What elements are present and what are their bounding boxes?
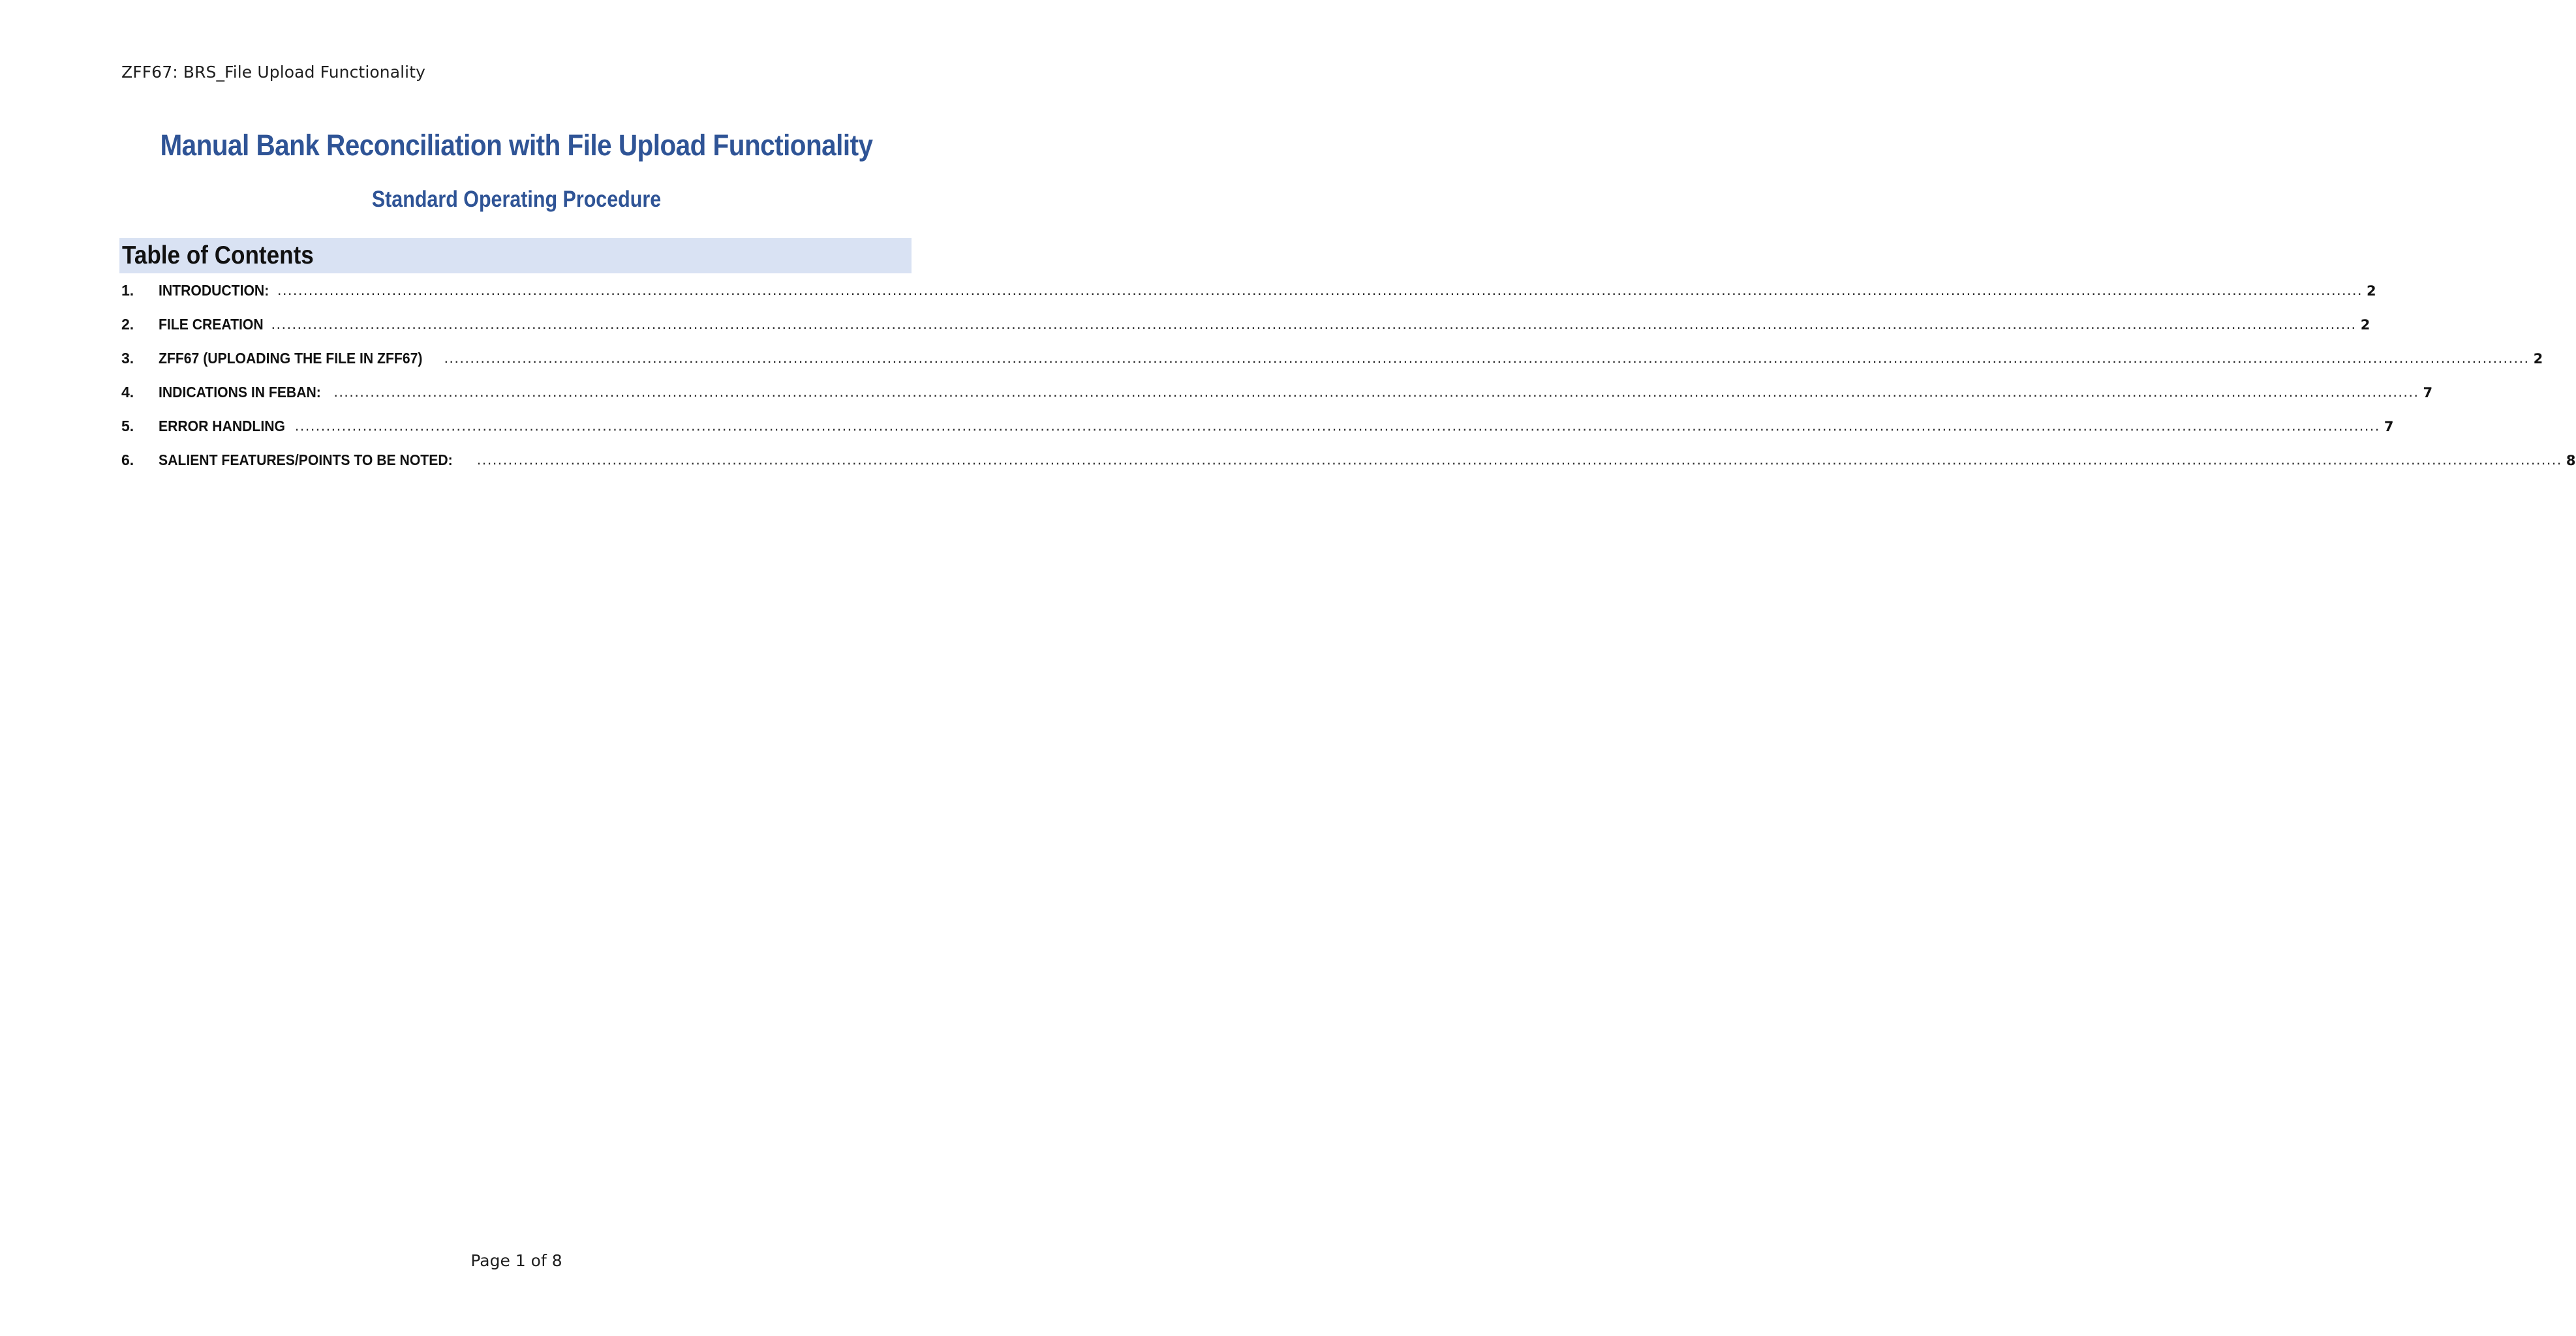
toc-entry-page: 8 xyxy=(2566,453,2576,468)
toc-dot-leader: ................................................................................................................................................................................................................................................................................................................................................................................................................ xyxy=(271,315,2357,332)
toc-heading: Table of Contents xyxy=(122,241,314,269)
toc-dot-leader: ................................................................................................................................................................................................................................................................................................................................................................................................................ xyxy=(444,349,2530,366)
toc-entry-file-creation[interactable] xyxy=(121,315,2370,350)
toc-entry-number: 5. xyxy=(121,418,134,434)
page-footer: Page 1 of 8 xyxy=(470,1251,562,1270)
toc-entry-page: 7 xyxy=(2423,385,2433,401)
toc-entry-salient-features[interactable] xyxy=(121,451,2576,485)
toc-entry-number: 3. xyxy=(121,350,134,367)
toc-entry-number: 4. xyxy=(121,384,134,401)
toc-entry-indications-feban[interactable] xyxy=(121,383,2433,418)
toc-entry-title: INTRODUCTION: xyxy=(159,282,269,299)
toc-entry-title: INDICATIONS IN FEBAN: xyxy=(159,384,321,401)
toc-entry-title: SALIENT FEATURES/POINTS TO BE NOTED: xyxy=(159,451,453,468)
toc-dot-leader: ................................................................................................................................................................................................................................................................................................................................................................................................................ xyxy=(476,451,2562,468)
toc-entry-number: 2. xyxy=(121,316,134,333)
page-header: ZFF67: BRS_File Upload Functionality xyxy=(121,63,426,82)
toc-entry-page: 2 xyxy=(2533,351,2543,367)
toc-dot-leader: ................................................................................................................................................................................................................................................................................................................................................................................................................ xyxy=(277,281,2363,298)
toc-entry-page: 2 xyxy=(2360,317,2370,333)
toc-dot-leader: ................................................................................................................................................................................................................................................................................................................................................................................................................ xyxy=(294,417,2380,434)
toc-entry-page: 2 xyxy=(2367,283,2376,299)
document-title: Manual Bank Reconciliation with File Upload Functionality xyxy=(160,129,873,162)
toc-entry-title: ERROR HANDLING xyxy=(159,418,285,434)
toc-entry-page: 7 xyxy=(2384,419,2394,434)
document-subtitle: Standard Operating Procedure xyxy=(371,187,662,212)
toc-entry-introduction[interactable] xyxy=(121,281,2376,316)
toc-dot-leader: ................................................................................................................................................................................................................................................................................................................................................................................................................ xyxy=(333,383,2419,400)
toc-entry-number: 1. xyxy=(121,282,134,299)
toc-entry-error-handling[interactable] xyxy=(121,417,2394,451)
toc-entry-title: FILE CREATION xyxy=(159,316,264,333)
toc-entry-zff67-upload[interactable] xyxy=(121,349,2543,384)
table-of-contents xyxy=(121,281,2576,485)
toc-heading-bar xyxy=(119,238,912,273)
toc-entry-title: ZFF67 (UPLOADING THE FILE IN ZFF67) xyxy=(159,350,423,367)
toc-entry-number: 6. xyxy=(121,451,134,468)
